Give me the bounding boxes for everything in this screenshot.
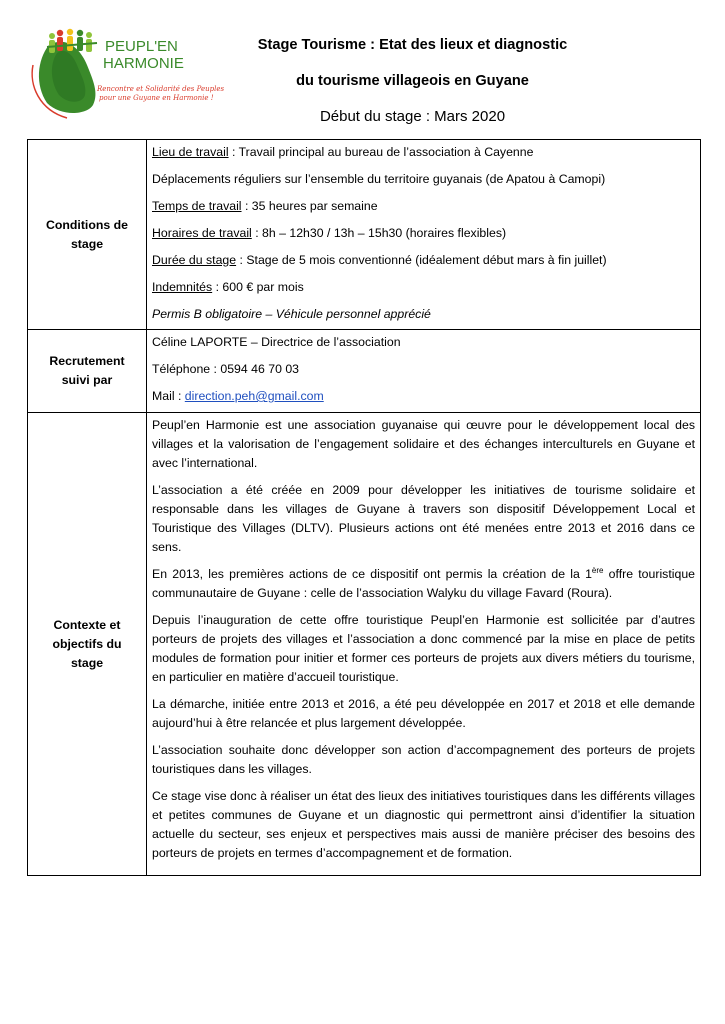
contexte-paragraph-5: La démarche, initiée entre 2013 et 2016, a été peu développée en 2017 et 2018 et elle demande aujourd’hui à être relancée et plus largement développée. <box>152 697 695 730</box>
table-row-contexte <box>28 413 701 876</box>
deplacements-line: Déplacements réguliers sur l’ensemble du territoire guyanais (de Apatou à Camopi) <box>152 172 606 186</box>
horaires-value: : 8h – 12h30 / 13h – 15h30 (horaires flexibles) <box>251 226 507 240</box>
contact-line: Céline LAPORTE – Directrice de l’association <box>152 335 401 349</box>
contexte-paragraph-1: Peupl’en Harmonie est une association guyanaise qui œuvre pour le développement local des villages et la valorisation de l’engagement solidaire et des échanges interculturels en Guyane et avec l’international. <box>152 418 695 470</box>
page-subtitle: Début du stage : Mars 2020 <box>319 108 506 125</box>
conditions-label <box>28 140 147 330</box>
contexte-paragraph-3 <box>152 565 695 603</box>
lieu-line <box>152 143 695 162</box>
duree-value: : Stage de 5 mois conventionné (idéalement début mars à fin juillet) <box>236 253 607 267</box>
contexte-label <box>28 413 147 876</box>
peuplen-harmonie-logo <box>27 25 225 120</box>
horaires-label: Horaires de travail <box>152 226 252 240</box>
recrutement-label-line1: Recrutement <box>49 354 125 368</box>
temps-line <box>152 197 695 216</box>
indemnites-label: Indemnités <box>152 280 213 294</box>
internship-details-table <box>27 139 701 876</box>
table-row-recrutement <box>28 330 701 413</box>
indemnites-line <box>152 278 695 297</box>
recrutement-label <box>28 330 147 413</box>
page-title-line2: du tourisme villageois en Guyane <box>296 73 529 89</box>
contexte-label-line2: objectifs du <box>52 636 122 651</box>
table-row-conditions <box>28 140 701 330</box>
conditions-content <box>147 140 701 330</box>
contexte-p3-superscript: ère <box>591 565 604 575</box>
indemnites-value: : 600 € par mois <box>212 280 304 294</box>
logo-name-line1: PEUPL'EN <box>105 38 178 55</box>
temps-label: Temps de travail <box>152 199 242 213</box>
conditions-label-line2: stage <box>70 236 104 251</box>
conditions-label-line1: Conditions de <box>46 217 128 232</box>
mail-link[interactable]: direction.peh@gmail.com <box>184 389 324 403</box>
duree-label: Durée du stage <box>152 253 237 267</box>
mail-label: Mail : <box>152 389 185 403</box>
temps-value: : 35 heures par semaine <box>241 199 378 213</box>
contexte-paragraph-6: L’association souhaite donc développer son action d’accompagnement des porteurs de projets touristiques dans les villages. <box>152 743 695 776</box>
page-title-line1: Stage Tourisme : Etat des lieux et diagnostic <box>257 37 568 53</box>
logo-tagline-line2: pour une Guyane en Harmonie ! <box>99 94 214 102</box>
contexte-p3-start: En 2013, les premières actions de ce dispositif ont permis la création de la 1 <box>152 567 592 581</box>
contexte-content <box>147 413 701 876</box>
people-figures-icon <box>47 29 97 53</box>
permis-line: Permis B obligatoire – Véhicule personnel apprécié <box>152 307 431 321</box>
recrutement-label-line2: suivi par <box>61 373 113 387</box>
duree-line <box>152 251 695 270</box>
recrutement-content <box>147 330 701 413</box>
contexte-label-line3: stage <box>70 655 104 670</box>
lieu-value: : Travail principal au bureau de l’association à Cayenne <box>228 145 534 159</box>
logo-name-line2: HARMONIE <box>103 55 184 72</box>
contexte-p3-end: offre touristique communautaire de Guyane : celle de l’association Walyku du village Favard (Roura). <box>152 567 695 600</box>
horaires-line <box>152 224 695 243</box>
contexte-paragraph-7: Ce stage vise donc à réaliser un état des lieux des initiatives touristiques dans les différents villages et petites communes de Guyane et un diagnostic qui permettront ainsi d’identifier la situation actuelle du secteur, ses enjeux et perspectives mais aussi de manière préciser des besoins des porteurs de projets en termes d’accompagnement et de formation. <box>152 789 695 860</box>
lieu-label: Lieu de travail <box>152 145 229 159</box>
contexte-paragraph-2: L’association a été créée en 2009 pour développer les initiatives de tourisme solidaire et responsable dans les villages de Guyane à travers son dispositif Développement Local et Touristique des Villages (DLTV). Plusieurs actions ont été menées entre 2013 et 2016 dans ce sens. <box>152 483 695 554</box>
logo-tagline-line1: Rencontre et Solidarité des Peuples <box>97 85 225 93</box>
contexte-paragraph-4: Depuis l’inauguration de cette offre touristique Peupl’en Harmonie est sollicitée par d’autres porteurs de projets des villages et l’association a donc commencé par la mise en place de petits modules de formation pour initier et former ces porteurs de projets aux divers métiers du tourisme, en particulier en matière d’accueil touristique. <box>152 613 695 684</box>
contexte-label-line1: Contexte et <box>53 617 121 632</box>
mail-line <box>152 387 695 406</box>
telephone-line: Téléphone : 0594 46 70 03 <box>152 362 300 376</box>
